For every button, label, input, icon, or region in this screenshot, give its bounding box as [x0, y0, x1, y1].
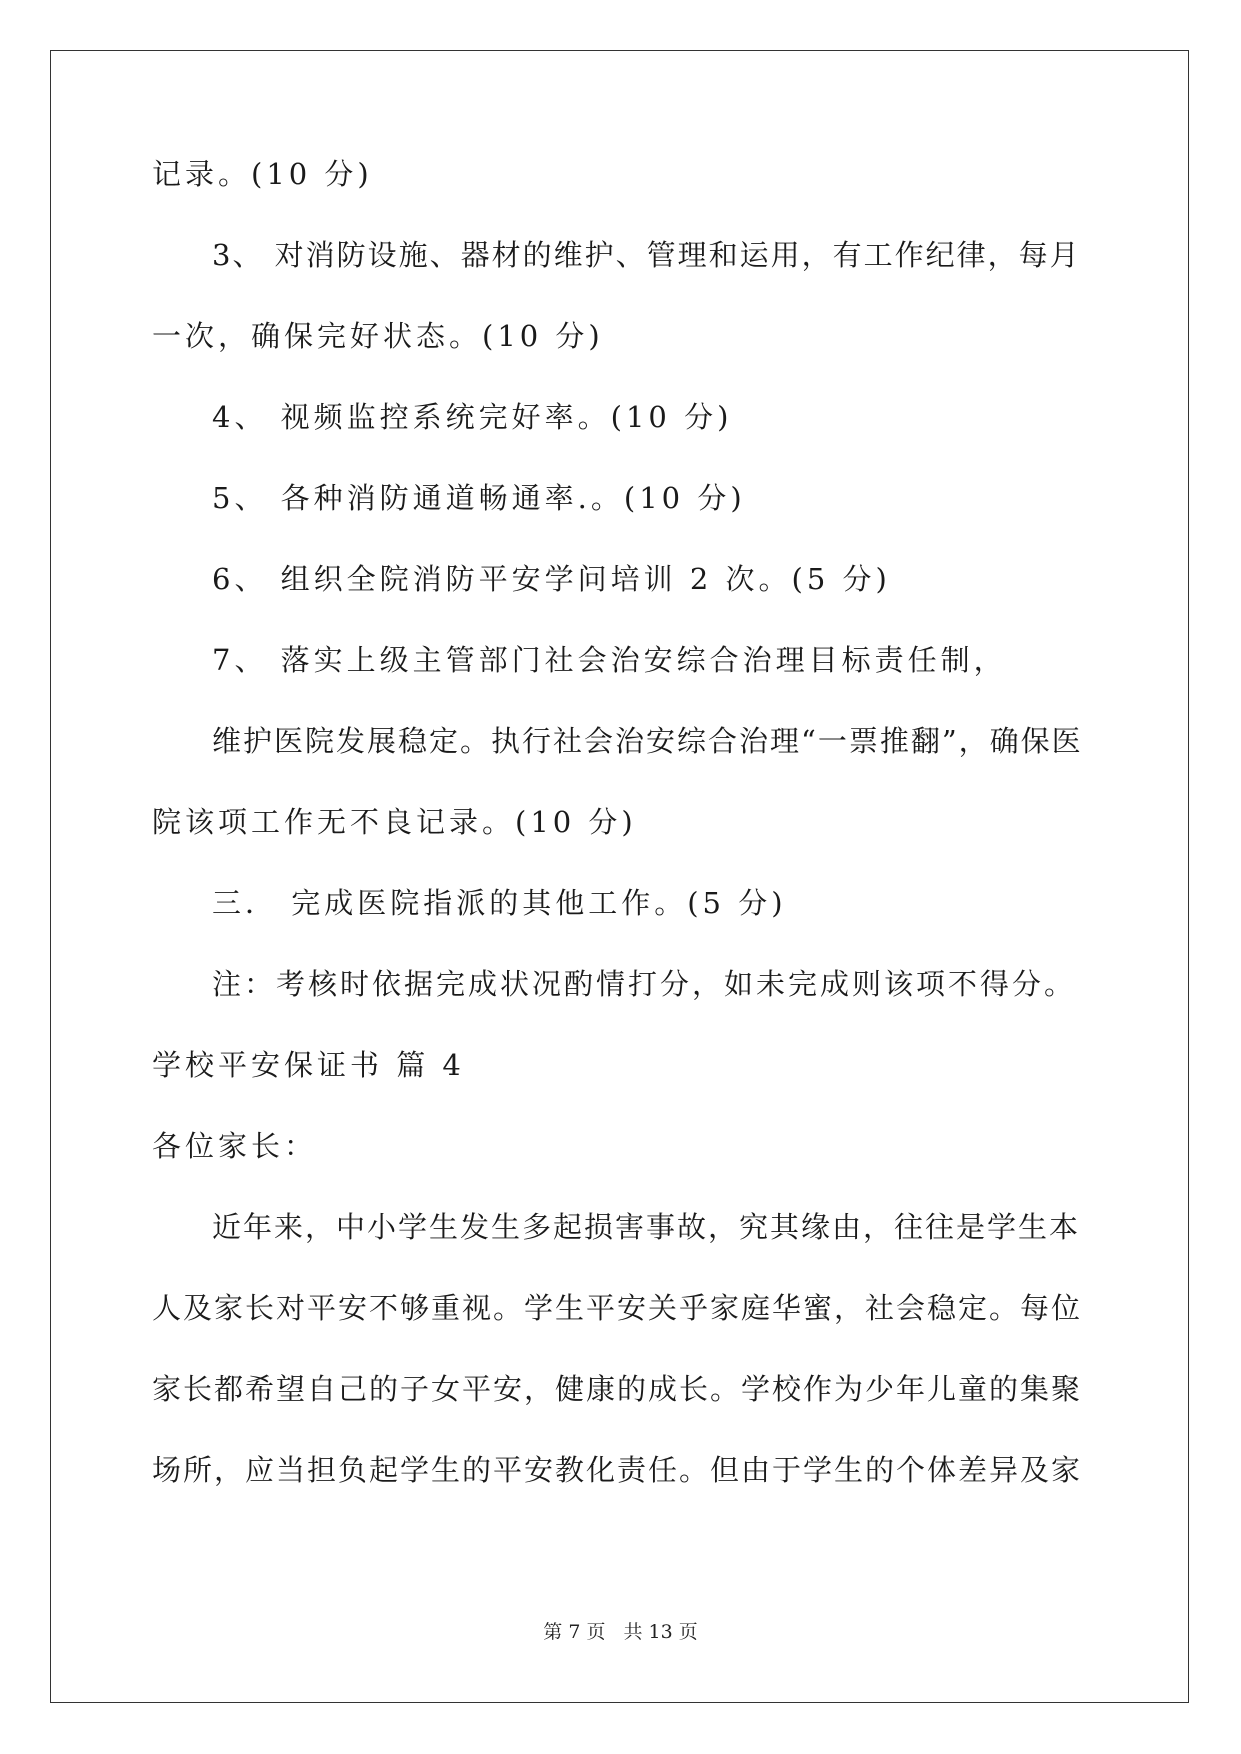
text-line: 家长都希望自己的子女平安，健康的成长。学校作为少年儿童的集聚: [152, 1372, 1083, 1406]
text-line: 6、 组织全院消防平安学问培训 2 次。(5 分): [212, 562, 891, 596]
text-line: 场所，应当担负起学生的平安教化责任。但由于学生的个体差异及家: [152, 1453, 1083, 1487]
text-line: 注：考核时依据完成状况酌情打分，如未完成则该项不得分。: [212, 967, 1077, 1001]
page-number: 第 7 页: [543, 1621, 606, 1643]
text-line: 维护医院发展稳定。执行社会治安综合治理“一票推翻”，确保医: [212, 724, 1083, 758]
section-heading: 学校平安保证书 篇 4: [152, 1048, 465, 1082]
text-line: 近年来，中小学生发生多起损害事故，究其缘由，往往是学生本: [212, 1210, 1081, 1244]
text-line: 院该项工作无不良记录。(10 分): [152, 805, 637, 839]
text-line: 人及家长对平安不够重视。学生平安关乎家庭华蜜，社会稳定。每位: [152, 1291, 1083, 1325]
page-total: 共 13 页: [623, 1621, 698, 1643]
text-line: 7、 落实上级主管部门社会治安综合治理目标责任制，: [212, 643, 1007, 677]
page-footer: [0, 1620, 1241, 1644]
salutation: 各位家长：: [152, 1129, 318, 1163]
text-line: 一次，确保完好状态。(10 分): [152, 319, 604, 353]
text-line: 三． 完成医院指派的其他工作。(5 分): [212, 886, 787, 920]
text-line: 3、 对消防设施、器材的维护、管理和运用，有工作纪律，每月: [212, 238, 1081, 272]
text-line: 5、 各种消防通道畅通率.。(10 分): [212, 481, 746, 515]
text-line: 记录。(10 分): [152, 157, 373, 191]
text-line: 4、 视频监控系统完好率。(10 分): [212, 400, 733, 434]
